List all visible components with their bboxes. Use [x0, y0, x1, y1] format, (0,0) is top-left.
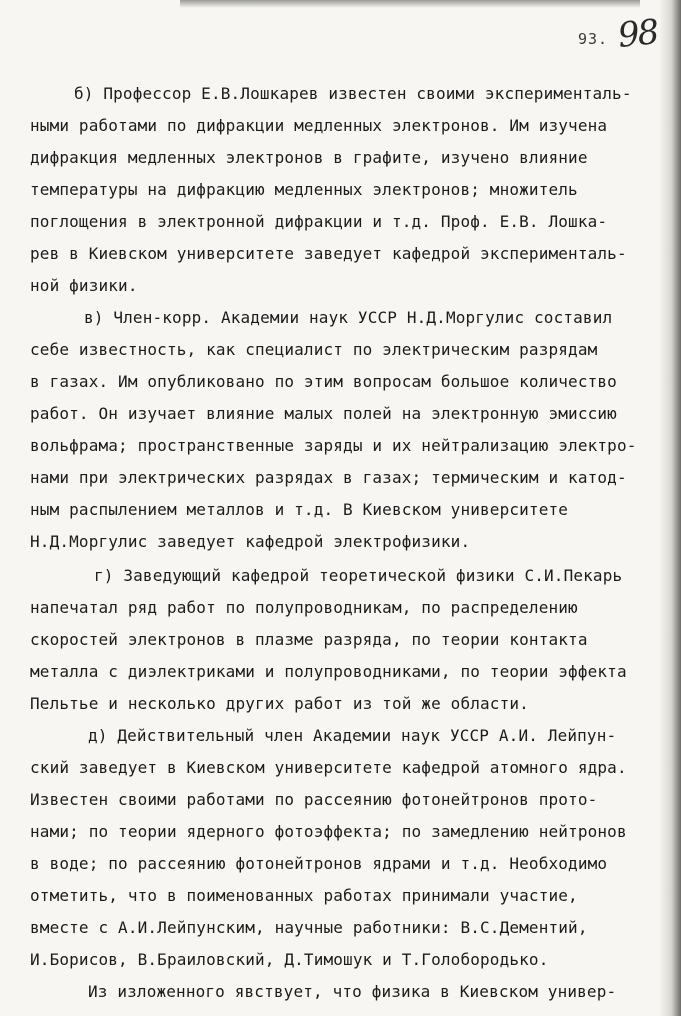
text-line: вместе с А.И.Лейпунским, научные работники: В.С.Дементий, — [30, 918, 588, 937]
text-line: металла с диэлектриками и полупроводниками, по теории эффекта — [30, 662, 627, 681]
text-line: Из изложенного явствует, что физика в Киевском универ- — [88, 982, 617, 1001]
text-line: Пельтье и несколько других работ из той же области. — [30, 694, 529, 713]
text-line: дифракция медленных электронов в графите, изучено влияние — [30, 148, 588, 167]
text-line: рев в Киевском университете заведует кафедрой эксперименталь- — [30, 244, 627, 263]
handwritten-page-number: 98 — [616, 12, 660, 56]
text-line: г) Заведующий кафедрой теоретической физики С.И.Пекарь — [94, 566, 623, 585]
text-line: И.Борисов, В.Браиловский, Д.Тимошук и Т.Голобородько. — [30, 950, 549, 969]
text-line: ным распылением металлов и т.д. В Киевском университете — [30, 500, 569, 519]
text-line: себе известность, как специалист по электрическим разрядам — [30, 340, 598, 359]
page-number: 93. — [578, 30, 609, 48]
text-line: напечатал ряд работ по полупроводникам, по распределению — [30, 598, 578, 617]
text-line: нами; по теории ядерного фотоэффекта; по замедлению нейтронов — [30, 822, 627, 841]
scan-top-shadow — [180, 0, 640, 8]
text-line: поглощения в электронной дифракции и т.д. Проф. Е.В. Лошка- — [30, 212, 608, 231]
scan-page-edge — [659, 0, 681, 1016]
text-line: отметить, что в поименованных работах принимали участие, — [30, 886, 578, 905]
text-line: Н.Д.Моргулис заведует кафедрой электрофизики. — [30, 532, 471, 551]
text-line: в воде; по рассеянию фотонейтронов ядрами и т.д. Необходимо — [30, 854, 608, 873]
text-line: в) Член-корр. Академии наук УССР Н.Д.Моргулис составил — [84, 308, 613, 327]
text-line: скоростей электронов в плазме разряда, по теории контакта — [30, 630, 588, 649]
text-line: д) Действительный член Академии наук УССР А.И. Лейпун- — [88, 726, 617, 745]
text-line: ной физики. — [30, 276, 138, 295]
text-line: работ. Он изучает влияние малых полей на электронную эмиссию — [30, 404, 617, 423]
text-line: Известен своими работами по рассеянию фотонейтронов прото- — [30, 790, 598, 809]
text-line: в газах. Им опубликовано по этим вопросам большое количество — [30, 372, 617, 391]
text-line: температуры на дифракцию медленных электронов; множитель — [30, 180, 578, 199]
text-line: б) Профессор Е.В.Лошкарев известен своими эксперименталь- — [74, 84, 632, 103]
text-line: ский заведует в Киевском университете кафедрой атомного ядра. — [30, 758, 627, 777]
text-line: ными работами по дифракции медленных электронов. Им изучена — [30, 116, 608, 135]
text-line: нами при электрических разрядах в газах; термическим и катод- — [30, 468, 627, 487]
text-line: вольфрама; пространственные заряды и их нейтрализацию электро- — [30, 436, 637, 455]
